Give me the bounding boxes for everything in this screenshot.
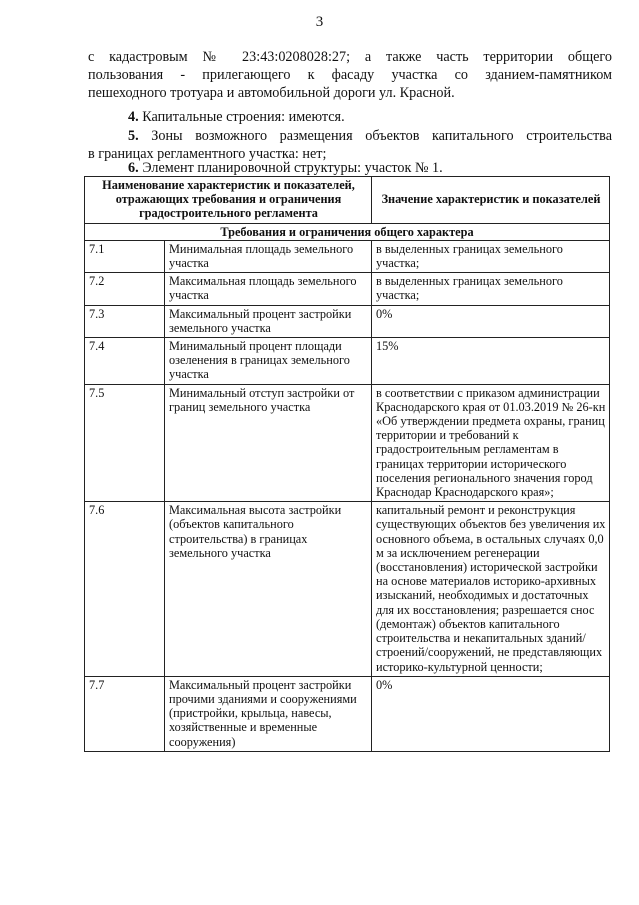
- paragraph-line: в границах регламентного участка: нет;: [88, 146, 327, 162]
- item-text: Зоны возможного размещения объектов капитального строительства: [138, 128, 612, 144]
- cell-value: в выделенных границах земельного участка;: [372, 240, 610, 272]
- paragraph-5: [88, 128, 612, 146]
- item-number: 4.: [128, 109, 139, 125]
- cell-name: Минимальная площадь земельного участка: [165, 240, 372, 272]
- table-row: [85, 305, 610, 337]
- header-values: Значение характеристик и показателей: [372, 177, 610, 224]
- cell-num: 7.2: [85, 273, 165, 305]
- cell-num: 7.5: [85, 384, 165, 502]
- table-row: [85, 273, 610, 305]
- cell-name: Максимальный процент застройки прочими зданиями и сооружениями (пристройки, крыльца, навесы, хозяйственные и временные сооружения): [165, 676, 372, 751]
- cell-value: 0%: [372, 676, 610, 751]
- table-row: [85, 240, 610, 272]
- cell-num: 7.3: [85, 305, 165, 337]
- paragraph-6: [88, 160, 612, 178]
- table-row: [85, 502, 610, 676]
- paragraph-line: пешеходного тротуара и автомобильной дороги ул. Красной.: [88, 85, 455, 101]
- section-title: Требования и ограничения общего характера: [85, 223, 610, 240]
- cell-num: 7.6: [85, 502, 165, 676]
- header-characteristics: Наименование характеристик и показателей, отражающих требования и ограничения градостроительного регламента: [85, 177, 372, 224]
- table-row: [85, 676, 610, 751]
- table-header-row: [85, 177, 610, 224]
- table-row: [85, 384, 610, 502]
- regulation-table: [84, 176, 610, 752]
- cell-value: в выделенных границах земельного участка;: [372, 273, 610, 305]
- item-text: Элемент планировочной структуры: участок № 1.: [138, 160, 443, 176]
- cell-name: Минимальный отступ застройки от границ земельного участка: [165, 384, 372, 502]
- cell-value: 0%: [372, 305, 610, 337]
- cell-name: Максимальный процент застройки земельного участка: [165, 305, 372, 337]
- cell-num: 7.7: [85, 676, 165, 751]
- cell-value: 15%: [372, 338, 610, 385]
- paragraph-line: с кадастровым № 23:43:0208028:27; а также часть территории общего: [88, 49, 612, 65]
- cell-num: 7.4: [85, 338, 165, 385]
- item-number: 6.: [128, 160, 139, 176]
- section-row: [85, 223, 610, 240]
- item-text: Капитальные строения: имеются.: [138, 109, 345, 125]
- paragraph-4: [88, 109, 612, 127]
- cell-num: 7.1: [85, 240, 165, 272]
- item-number: 5.: [128, 128, 139, 144]
- page-number: 3: [315, 14, 324, 30]
- paragraph-line: пользования - прилегающего к фасаду участка со зданием-памятником: [88, 67, 612, 83]
- cell-name: Максимальная высота застройки (объектов капитального строительства) в границах земельного участка: [165, 502, 372, 676]
- table-row: [85, 338, 610, 385]
- cell-value: в соответствии с приказом администрации Краснодарского края от 01.03.2019 № 26-кн «Об утверждении предмета охраны, границ территории и требований к градостроительным регламентам в границах территории исторического поселения регионального значения город Краснодар Краснодарского края»;: [372, 384, 610, 502]
- cell-name: Минимальный процент площади озеленения в границах земельного участка: [165, 338, 372, 385]
- cell-value: капитальный ремонт и реконструкция существующих объектов без увеличения их основного объема, в остальных случаях 0,0 м за исключением регенерации (восстановления) исторической застройки на основе материалов историко-архивных изысканий, необходимых и достаточных для их восстановления; разрешается снос (демонтаж) объектов капитального строительства и некапитальных зданий/строений/сооружений, не представляющих историко-культурной ценности;: [372, 502, 610, 676]
- cell-name: Максимальная площадь земельного участка: [165, 273, 372, 305]
